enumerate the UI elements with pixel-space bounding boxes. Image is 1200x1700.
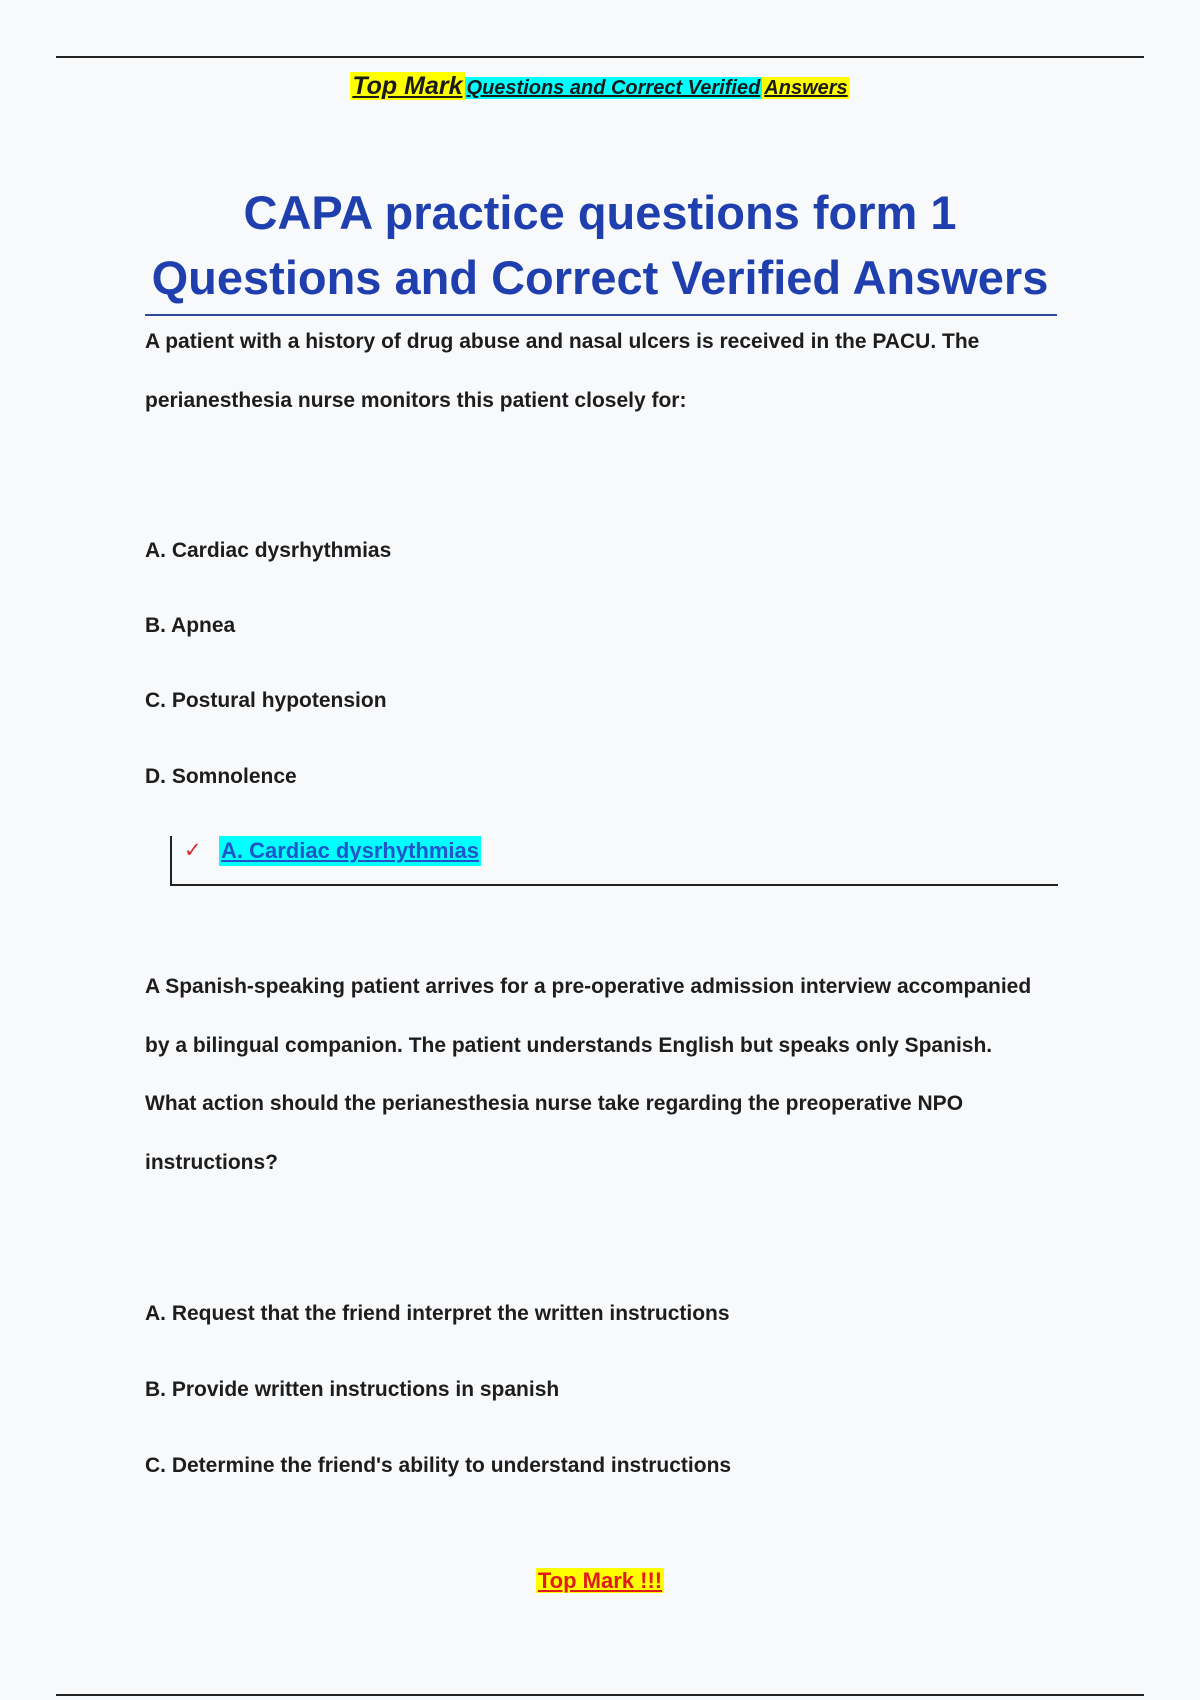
document-title bbox=[140, 180, 1060, 310]
question-1-option-b: B. Apnea bbox=[145, 614, 236, 637]
title-line-1: CAPA practice questions form 1 bbox=[243, 186, 957, 239]
footer-mark-text: Top Mark !!! bbox=[537, 1568, 663, 1593]
header-answers-label: Answers bbox=[764, 77, 848, 99]
question-1-text: A patient with a history of drug abuse and nasal ulcers is received in the PACU. The perianesthesia nurse monitors this patient closely for: bbox=[145, 330, 980, 412]
question-2-option-c: C. Determine the friend's ability to understand instructions bbox=[145, 1454, 732, 1477]
top-rule bbox=[56, 56, 1144, 58]
question-1-answer-box bbox=[170, 836, 1058, 886]
question-2-text: A Spanish-speaking patient arrives for a pre-operative admission interview accompanied by a bilingual companion. The patient understands English but speaks only Spanish. What action should the perianesthesia nurse take regarding the preoperative NPO instructions? bbox=[145, 975, 1032, 1174]
question-1-option-d: D. Somnolence bbox=[145, 765, 297, 788]
question-2-option-b: B. Provide written instructions in spanish bbox=[145, 1378, 560, 1401]
bottom-rule bbox=[56, 1694, 1144, 1696]
header-questions-label: Questions and Correct Verified bbox=[466, 77, 761, 99]
title-line-2: Questions and Correct Verified Answers bbox=[151, 251, 1049, 304]
checkmark-icon: ✓ bbox=[184, 839, 202, 862]
page-header bbox=[0, 72, 1200, 101]
footer-mark bbox=[0, 1568, 1200, 1594]
question-1-option-a: A. Cardiac dysrhythmias bbox=[145, 539, 392, 562]
question-2-option-a: A. Request that the friend interpret the written instructions bbox=[145, 1302, 730, 1325]
question-1-option-c: C. Postural hypotension bbox=[145, 689, 387, 712]
question-1-answer: A. Cardiac dysrhythmias bbox=[219, 836, 481, 866]
header-brand: Top Mark bbox=[352, 72, 463, 100]
